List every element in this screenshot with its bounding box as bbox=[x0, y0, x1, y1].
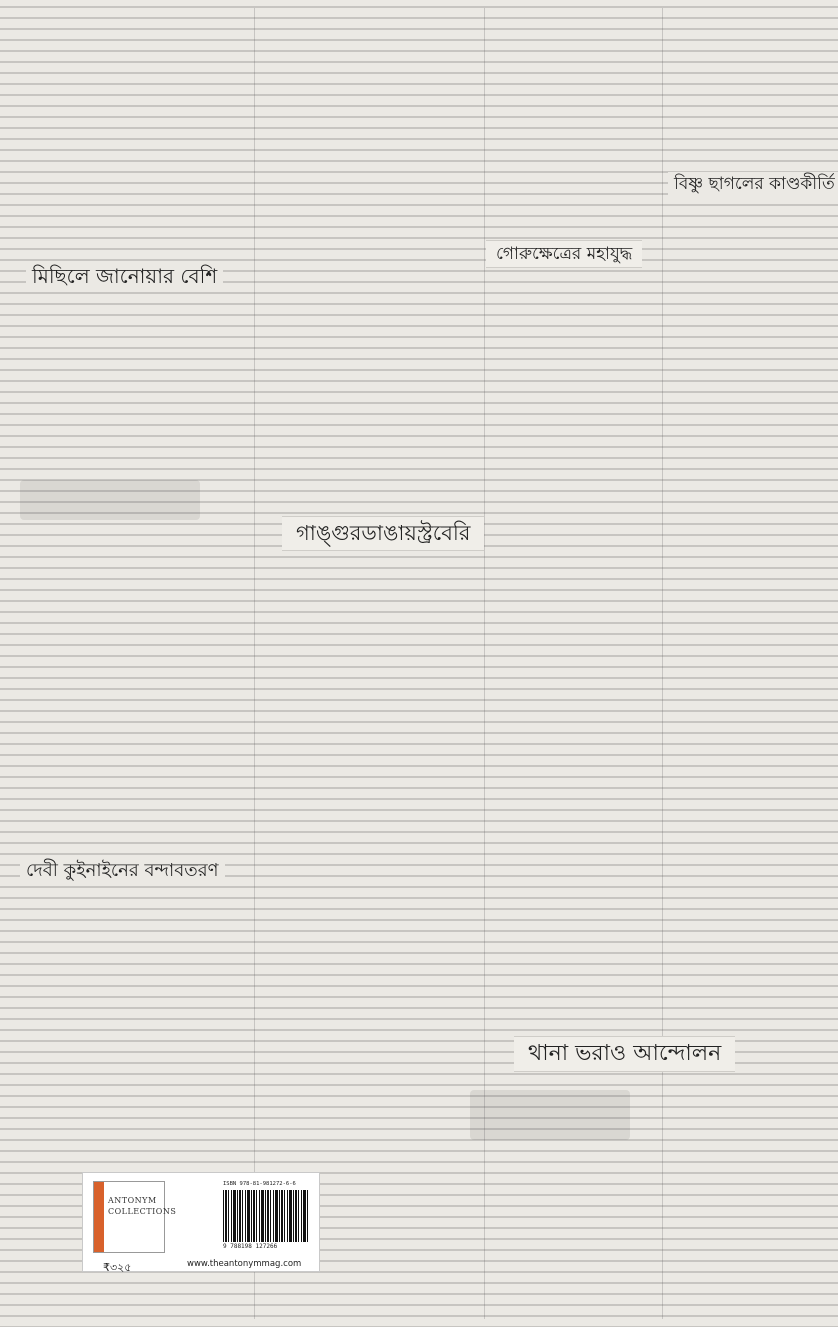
headline-thana: থানা ভরাও আন্দোলন bbox=[514, 1036, 735, 1072]
price-label: ₹৩২৫ bbox=[103, 1261, 132, 1274]
publisher-logo bbox=[93, 1181, 177, 1253]
back-cover-panel bbox=[82, 1172, 320, 1272]
print-smudge bbox=[20, 480, 200, 520]
headline-debi: দেবী কুইনাইনের বন্দাবতরণ bbox=[20, 858, 225, 884]
publisher-imprint: COLLECTIONS bbox=[108, 1206, 177, 1216]
headline-gorukshetra: গোরুক্ষেত্রের মহাযুদ্ধ bbox=[486, 240, 642, 268]
publisher-logo-text bbox=[108, 1196, 176, 1218]
column-rule bbox=[254, 8, 255, 1319]
column-rule bbox=[662, 8, 663, 1319]
logo-accent-bar bbox=[94, 1182, 104, 1252]
headline-michhile: মিছিলে জানোয়ার বেশি bbox=[26, 262, 223, 290]
isbn-text: ISBN 978-81-981272-6-6 bbox=[223, 1181, 296, 1187]
print-smudge bbox=[470, 1090, 630, 1140]
headline-gangurdanga: গাঙ্গুরডাঙায়স্ট্রবেরি bbox=[282, 516, 484, 551]
website-link[interactable]: www.theantonymmag.com bbox=[187, 1259, 302, 1269]
barcode-number: 9 788198 127266 bbox=[223, 1243, 278, 1250]
headline-bishnu: বিষ্ণু ছাগলের কাণ্ডকীর্তি bbox=[668, 172, 838, 196]
barcode bbox=[223, 1190, 309, 1242]
publisher-name: ANTONYM bbox=[108, 1196, 157, 1205]
